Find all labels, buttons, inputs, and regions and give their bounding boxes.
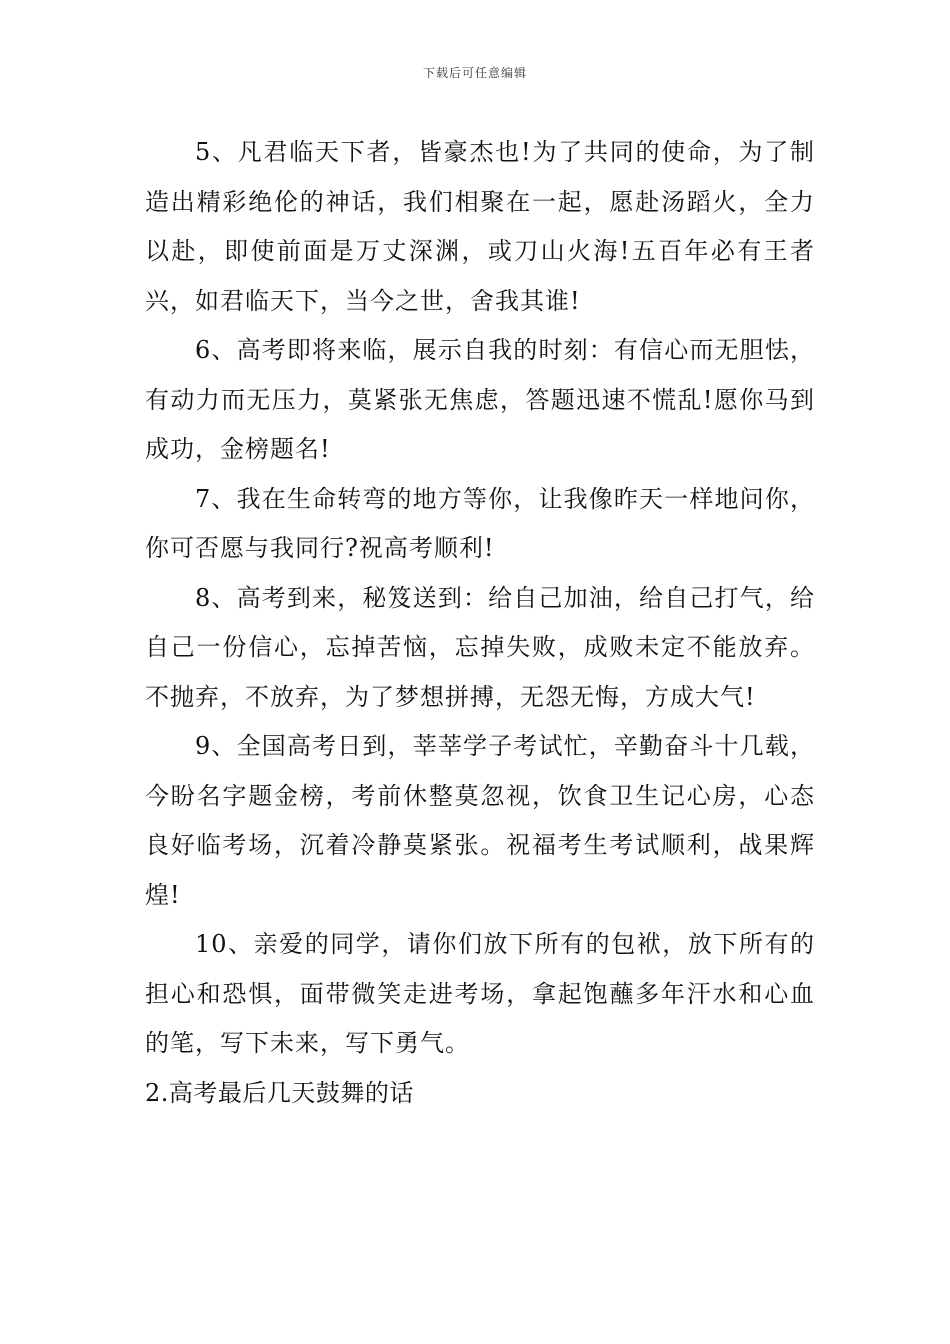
paragraph-9: 9、全国高考日到，莘莘学子考试忙，辛勤奋斗十几载，今盼名字题金榜，考前休整莫忽视，饮食卫生记心房，心态良好临考场，沉着冷静莫紧张。祝福考生考试顺利，战果辉煌! (145, 732, 815, 909)
document-body (145, 128, 815, 1118)
paragraph-7: 7、我在生命转弯的地方等你，让我像昨天一样地问你，你可否愿与我同行?祝高考顺利! (145, 484, 815, 562)
paragraph-5: 5、凡君临天下者，皆豪杰也!为了共同的使命，为了制造出精彩绝伦的神话，我们相聚在一起，愿赴汤蹈火，全力以赴，即使前面是万丈深渊，或刀山火海!五百年必有王者兴，如君临天下，当今之世，舍我其谁! (145, 138, 815, 315)
paragraph-8: 8、高考到来，秘笈送到：给自己加油，给自己打气，给自己一份信心，忘掉苦恼，忘掉失败，成败未定不能放弃。不抛弃，不放弃，为了梦想拼搏，无怨无悔，方成大气! (145, 583, 815, 711)
page-header: 下载后可任意编辑 (422, 66, 527, 80)
paragraph-10: 10、亲爱的同学，请你们放下所有的包袱，放下所有的担心和恐惧，面带微笑走进考场，拿起饱蘸多年汗水和心血的笔，写下未来，写下勇气。 (145, 930, 815, 1057)
section-heading: 2.高考最后几天鼓舞的话 (145, 1078, 414, 1107)
paragraph-6: 6、高考即将来临，展示自我的时刻：有信心而无胆怯，有动力而无压力，莫紧张无焦虑，答题迅速不慌乱!愿你马到成功，金榜题名! (145, 336, 815, 463)
